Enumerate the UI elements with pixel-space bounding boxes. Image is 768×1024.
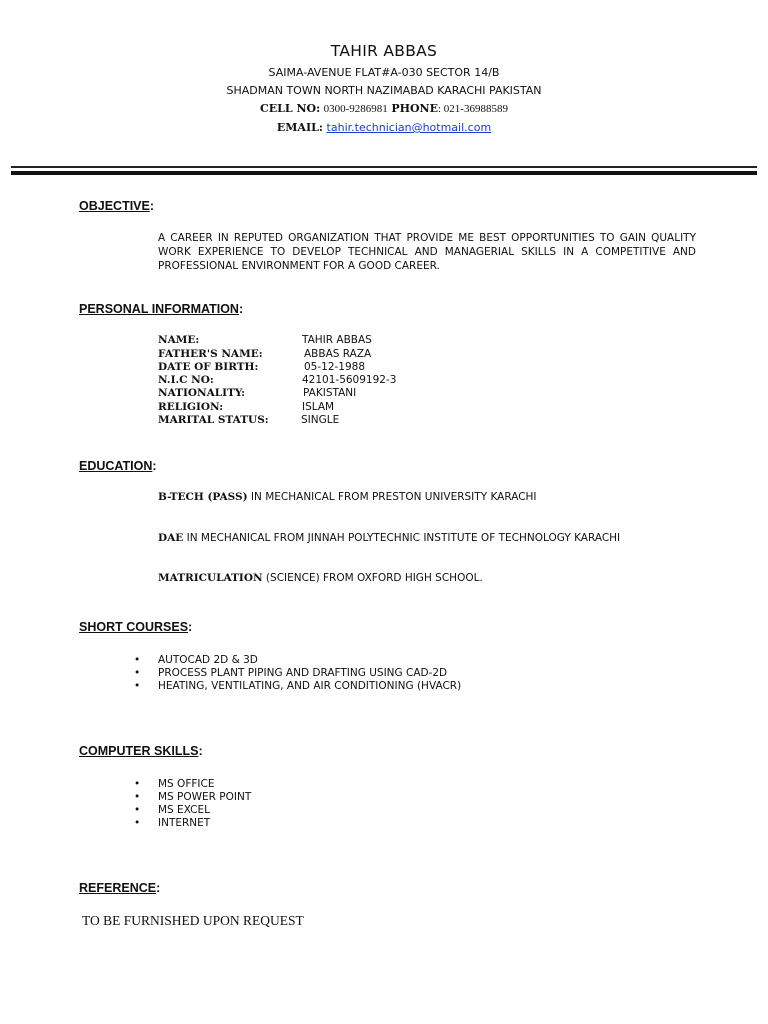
email-label: EMAIL: [276,121,323,134]
bullet-icon: • [134,667,141,679]
personal-value: 05-12-1988 [304,361,366,373]
personal-label: NAME: [158,334,200,346]
phone-value: : 021-36988589 [438,103,508,115]
personal-value: ABBAS RAZA [304,348,372,360]
reference-heading: REFERENCE: [79,881,161,895]
phone-label: PHONE [391,102,438,115]
bullet-icon: • [134,817,141,829]
education-item: DAE IN MECHANICAL FROM JINNAH POLYTECHNIC INSTITUTE OF TECHNOLOGY KARACHI [158,532,621,544]
skill-item: MS OFFICE [158,778,215,790]
contact-line [0,102,768,115]
objective-text: A CAREER IN REPUTED ORGANIZATION THAT PROVIDE ME BEST OPPORTUNITIES TO GAIN QUALITY WORK EXPERIENCE TO DEVELOP TECHNICAL AND MANAGERIAL SKILLS IN A COMPETITIVE AND PROFESSIONAL ENVIRONMENT FOR A GOOD CAREER. [158,232,696,272]
personal-value: SINGLE [301,414,340,426]
personal-value: 42101-5609192-3 [302,374,397,386]
address-line-2: SHADMAN TOWN NORTH NAZIMABAD KARACHI PAKISTAN [226,84,542,97]
education-heading: EDUCATION: [79,459,157,473]
email-link[interactable]: tahir.technician@hotmail.com [326,121,492,134]
short-course-item: AUTOCAD 2D & 3D [158,654,258,666]
resume-name: TAHIR ABBAS [330,42,438,60]
objective-heading: OBJECTIVE: [79,199,155,213]
computer-skills-heading: COMPUTER SKILLS: [79,744,203,758]
personal-value: ISLAM [302,401,335,413]
header-divider-thick [11,171,757,175]
personal-label: FATHER'S NAME: [158,348,263,360]
personal-value: TAHIR ABBAS [302,334,372,346]
skill-item: INTERNET [158,817,211,829]
short-courses-heading: SHORT COURSES: [79,620,193,634]
email-line [0,120,768,134]
short-course-item: PROCESS PLANT PIPING AND DRAFTING USING CAD-2D [158,667,448,679]
reference-text: TO BE FURNISHED UPON REQUEST [82,913,304,928]
address-line-1: SAIMA-AVENUE FLAT#A-030 SECTOR 14/B [268,66,500,79]
cell-label: CELL NO: [260,102,321,115]
personal-label: N.I.C NO: [158,374,214,386]
personal-label: MARITAL STATUS: [158,414,269,426]
skill-item: MS POWER POINT [158,791,252,803]
personal-label: NATIONALITY: [158,387,245,399]
bullet-icon: • [134,654,141,666]
header-divider-thin [11,166,757,168]
bullet-icon: • [134,791,141,803]
education-item: B-TECH (PASS) IN MECHANICAL FROM PRESTON UNIVERSITY KARACHI [158,491,537,503]
bullet-icon: • [134,804,141,816]
bullet-icon: • [134,680,141,692]
personal-label: DATE OF BIRTH: [158,361,259,373]
skill-item: MS EXCEL [158,804,210,816]
bullet-icon: • [134,778,141,790]
education-item: MATRICULATION (SCIENCE) FROM OXFORD HIGH SCHOOL. [158,572,483,584]
cell-value: 0300-9286981 [323,103,388,115]
personal-info-heading: PERSONAL INFORMATION: [79,302,244,316]
personal-label: RELIGION: [158,401,224,413]
short-course-item: HEATING, VENTILATING, AND AIR CONDITIONING (HVACR) [158,680,462,692]
personal-value: PAKISTANI [303,387,357,399]
